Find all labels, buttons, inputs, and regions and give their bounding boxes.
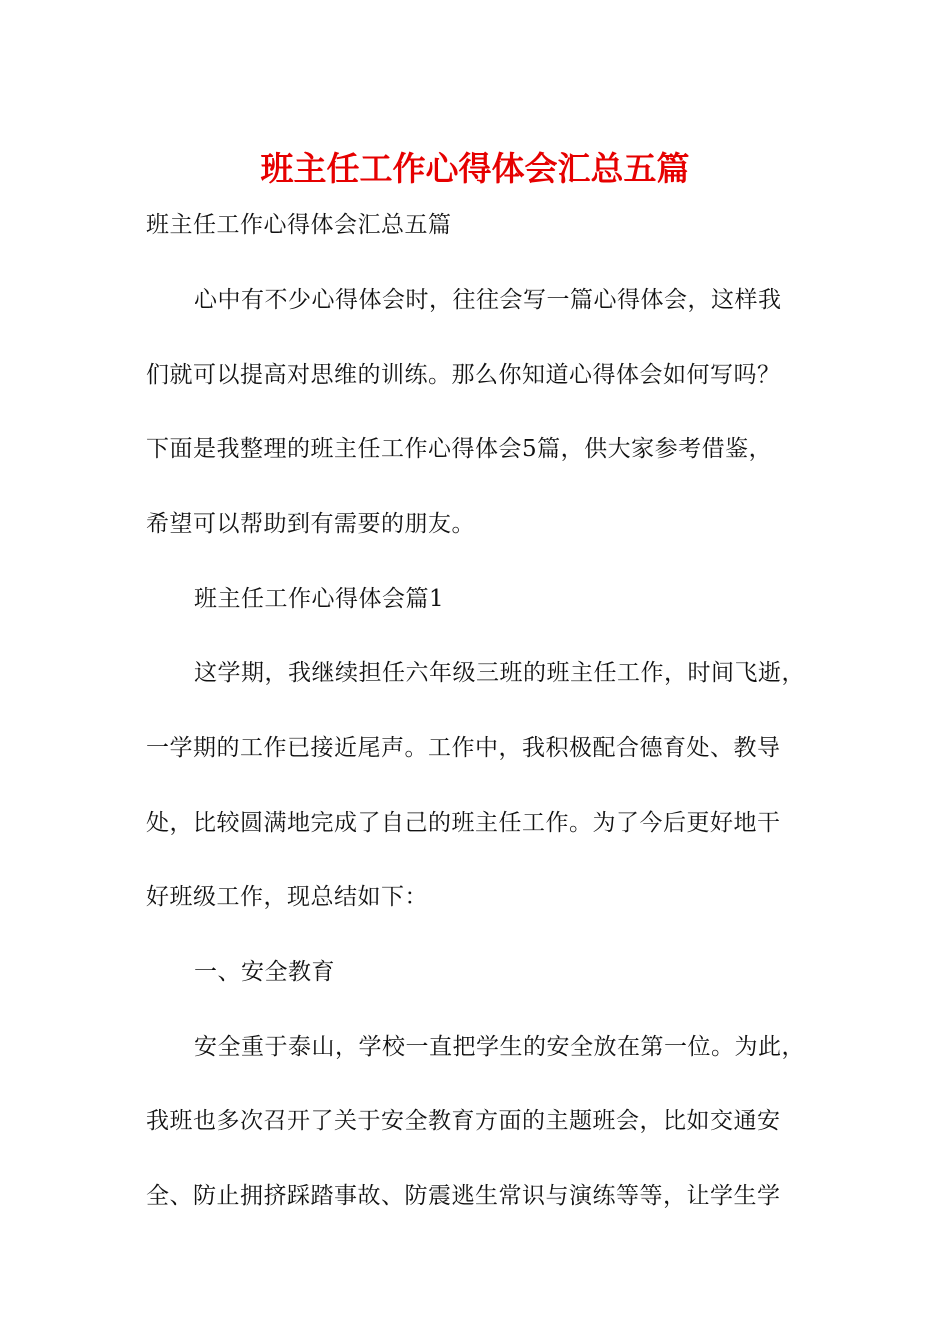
intro-paragraph-line: 心中有不少心得体会时，往往会写一篇心得体会，这样我 [194,287,782,313]
body-paragraph-line: 一学期的工作已接近尾声。工作中，我积极配合德育处、教导 [146,735,781,761]
subsection-heading: 一、安全教育 [194,959,335,985]
intro-paragraph-line: 们就可以提高对思维的训练。那么你知道心得体会如何写吗？ [146,362,781,388]
document-title: 班主任工作心得体会汇总五篇 [260,149,690,188]
body-paragraph-line: 全、防止拥挤踩踏事故、防震逃生常识与演练等等，让学生学 [146,1183,781,1209]
section-heading: 班主任工作心得体会篇1 [194,586,445,612]
body-paragraph-line: 处，比较圆满地完成了自己的班主任工作。为了今后更好地干 [146,810,781,836]
body-paragraph-line: 这学期，我继续担任六年级三班的班主任工作，时间飞逝， [194,660,805,686]
intro-paragraph-line: 希望可以帮助到有需要的朋友。 [146,511,475,537]
subtitle-line: 班主任工作心得体会汇总五篇 [146,212,452,238]
body-paragraph-line: 好班级工作，现总结如下： [146,884,428,910]
intro-paragraph-line: 下面是我整理的班主任工作心得体会5篇，供大家参考借鉴， [146,436,773,462]
body-paragraph-line: 安全重于泰山，学校一直把学生的安全放在第一位。为此， [194,1034,805,1060]
body-paragraph-line: 我班也多次召开了关于安全教育方面的主题班会，比如交通安 [146,1108,781,1134]
